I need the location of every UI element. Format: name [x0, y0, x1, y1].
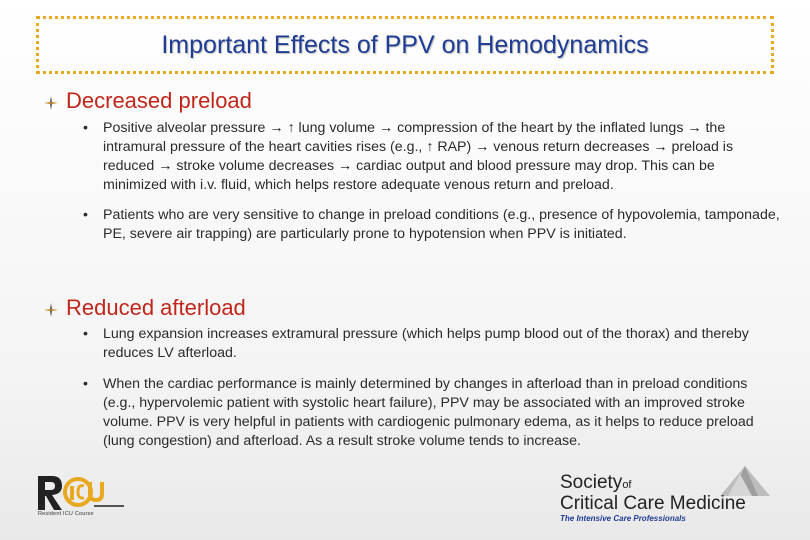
section-title: Reduced afterload [66, 295, 246, 320]
sccm-tagline: The Intensive Care Professionals [560, 514, 686, 523]
list-item: • Positive alveolar pressure → ↑ lung volume → compression of the heart by the inflated lungs → the intramural pressure of the heart cavities rises (e.g., ↑ RAP) → venous return decreases → preload is reduced → stroke volume decreases → cardiac output and blood pressure may drop. This can be minimized with i.v. fluid, which helps restore adequate venous return and preload. [83, 120, 734, 193]
section-heading-afterload [44, 295, 246, 321]
bullet-dot: • [83, 207, 88, 223]
section-heading-preload [44, 88, 252, 114]
bullet-list-afterload [80, 325, 780, 451]
list-item: • Patients who are very sensitive to change in preload conditions (e.g., presence of hypovolemia, tamponade, PE, severe air trapping) are particularly prone to hypotension when PPV is initiated. [83, 207, 780, 242]
sccm-name-line2: Critical Care Medicine [560, 493, 746, 514]
title-box [36, 16, 774, 74]
pinwheel-bullet-icon [44, 303, 58, 317]
bullet-dot: • [83, 326, 88, 342]
bullet-dot: • [83, 376, 88, 392]
section-title: Decreased preload [66, 88, 252, 113]
bullet-dot: • [83, 120, 88, 136]
sccm-mark-icon [710, 466, 770, 496]
sccm-name-line1: Societyof [560, 472, 632, 493]
ricu-subtitle: Resident ICU Course [38, 511, 94, 517]
bullet-list-preload [80, 119, 780, 244]
pinwheel-bullet-icon [44, 96, 58, 110]
list-item: • Lung expansion increases extramural pressure (which helps pump blood out of the thorax) and thereby reduces LV afterload. [83, 326, 749, 361]
slide-title: Important Effects of PPV on Hemodynamics [161, 30, 649, 59]
list-item: • When the cardiac performance is mainly determined by changes in afterload than in preload conditions (e.g., hypervolemic patient with systolic heart failure), PPV may be associated with an improved stroke volume. PPV is very helpful in patients with cardiogenic pulmonary edema, as it helps to reduce preload (lung congestion) and afterload. As a result stroke volume tends to increase. [83, 376, 754, 449]
sccm-logo [560, 466, 780, 526]
